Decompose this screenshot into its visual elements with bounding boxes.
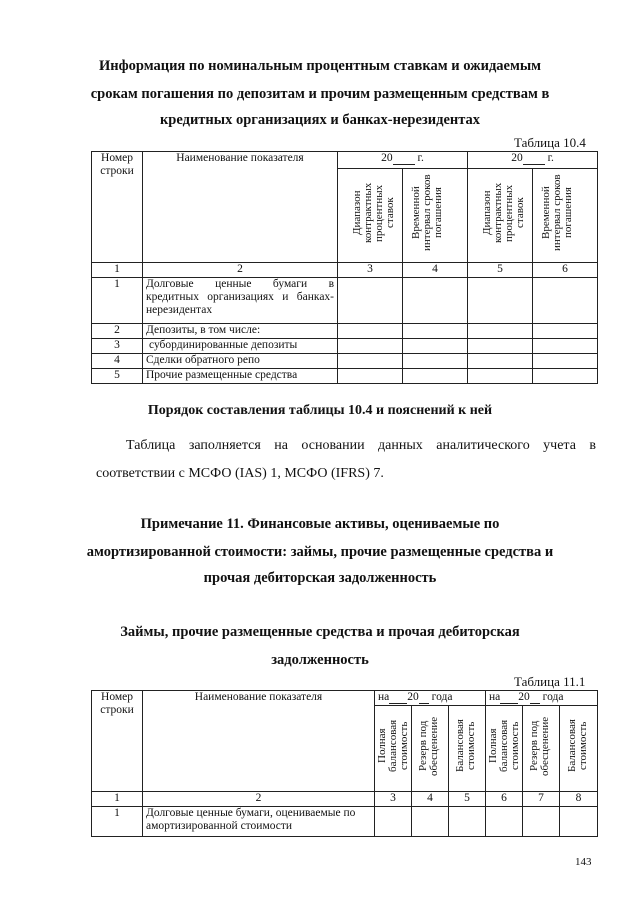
cell: [403, 354, 468, 369]
table-10-4-caption: Таблица 10.4: [514, 135, 586, 150]
cell: [533, 369, 598, 384]
cell: [468, 354, 533, 369]
colnum: 4: [403, 263, 468, 278]
cell: [412, 807, 449, 837]
header-rate-range-1: Диапазон контрактных процентных ставок: [338, 169, 403, 263]
row-number: 2: [92, 324, 143, 339]
colnum: 2: [143, 263, 338, 278]
cell: [533, 339, 598, 354]
note-heading-line-1: Примечание 11. Финансовые активы, оцениваемые по: [140, 516, 500, 532]
header-year-2: на 20 года: [486, 691, 598, 706]
table-row: [92, 339, 598, 354]
row-name: Прочие размещенные средства: [143, 369, 338, 384]
paragraph-line-1: Таблица заполняется на основании данных аналитического учета в: [126, 438, 596, 453]
colnum: 7: [523, 792, 560, 807]
colnum: 6: [486, 792, 523, 807]
header-year-1: на 20 года: [375, 691, 486, 706]
colnum: 5: [468, 263, 533, 278]
cell: [486, 807, 523, 837]
header-gross-value-2: Полная балансовая стоимость: [486, 706, 523, 792]
table-11-1-caption: Таблица 11.1: [514, 674, 586, 689]
cell: [338, 339, 403, 354]
cell: [468, 339, 533, 354]
row-number: 1: [92, 278, 143, 324]
row-name: Депозиты, в том числе:: [143, 324, 338, 339]
cell: [403, 324, 468, 339]
header-maturity-1: Временной интервал сроков погашения: [403, 169, 468, 263]
table-row: [92, 324, 598, 339]
heading-line-2: срокам погашения по депозитам и прочим размещенным средствам в: [90, 86, 550, 102]
table-10-4: [91, 151, 598, 384]
colnum: 5: [449, 792, 486, 807]
header-year-2: 20 г.: [468, 152, 598, 169]
table-row: [92, 354, 598, 369]
colnum: 4: [412, 792, 449, 807]
cell: [560, 807, 598, 837]
row-number: 5: [92, 369, 143, 384]
cell: [338, 354, 403, 369]
table-row: [92, 369, 598, 384]
cell: [468, 369, 533, 384]
cell: [533, 278, 598, 324]
header-impairment-1: Резерв под обесценение: [412, 706, 449, 792]
header-gross-value-1: Полная балансовая стоимость: [375, 706, 412, 792]
heading-line-1: Информация по номинальным процентным ставкам и ожидаемым: [98, 58, 542, 74]
cell: [468, 324, 533, 339]
cell: [449, 807, 486, 837]
header-row-number: Номер строки: [92, 691, 143, 792]
header-year-1: 20 г.: [338, 152, 468, 169]
cell: [403, 339, 468, 354]
row-number: 3: [92, 339, 143, 354]
colnum: 6: [533, 263, 598, 278]
table-heading-line-2: задолженность: [271, 652, 369, 668]
header-carrying-value-2: Балансовая стоимость: [560, 706, 598, 792]
colnum: 1: [92, 792, 143, 807]
row-name: субординированные депозиты: [143, 339, 338, 354]
colnum: 1: [92, 263, 143, 278]
table-row: [92, 807, 598, 837]
paragraph-line-2: соответствии с МСФО (IAS) 1, МСФО (IFRS) 7.: [96, 466, 384, 481]
note-heading-line-2: амортизированной стоимости: займы, прочие размещенные средства и: [86, 544, 554, 560]
colnum: 3: [375, 792, 412, 807]
colnum: 8: [560, 792, 598, 807]
cell: [533, 324, 598, 339]
colnum: 2: [143, 792, 375, 807]
cell: [523, 807, 560, 837]
row-name: Долговые ценные бумаги, оцениваемые по амортизированной стоимости: [143, 807, 375, 837]
row-number: 4: [92, 354, 143, 369]
column-number-row: [92, 792, 598, 807]
header-row-number: Номер строки: [92, 152, 143, 263]
note-heading-line-3: прочая дебиторская задолженность: [203, 570, 437, 586]
header-indicator-name: Наименование показателя: [143, 152, 338, 263]
cell: [338, 324, 403, 339]
page-number: 143: [575, 856, 592, 868]
cell: [375, 807, 412, 837]
heading-line-3: кредитных организациях и банках-нерезидентах: [159, 112, 481, 128]
cell: [338, 369, 403, 384]
row-number: 1: [92, 807, 143, 837]
header-rate-range-2: Диапазон контрактных процентных ставок: [468, 169, 533, 263]
header-carrying-value-1: Балансовая стоимость: [449, 706, 486, 792]
cell: [468, 278, 533, 324]
cell: [533, 354, 598, 369]
row-name: Долговые ценные бумаги в кредитных организациях и банках-нерезидентах: [143, 278, 338, 324]
table-11-1: [91, 690, 598, 837]
table-row: [92, 278, 598, 324]
table-heading-line-1: Займы, прочие размещенные средства и прочая дебиторская: [120, 624, 520, 640]
column-number-row: [92, 263, 598, 278]
header-indicator-name: Наименование показателя: [143, 691, 375, 792]
cell: [403, 278, 468, 324]
header-maturity-2: Временной интервал сроков погашения: [533, 169, 598, 263]
cell: [338, 278, 403, 324]
row-name: Сделки обратного репо: [143, 354, 338, 369]
cell: [403, 369, 468, 384]
section-heading-order: Порядок составления таблицы 10.4 и пояснений к ней: [147, 403, 493, 418]
header-impairment-2: Резерв под обесценение: [523, 706, 560, 792]
colnum: 3: [338, 263, 403, 278]
